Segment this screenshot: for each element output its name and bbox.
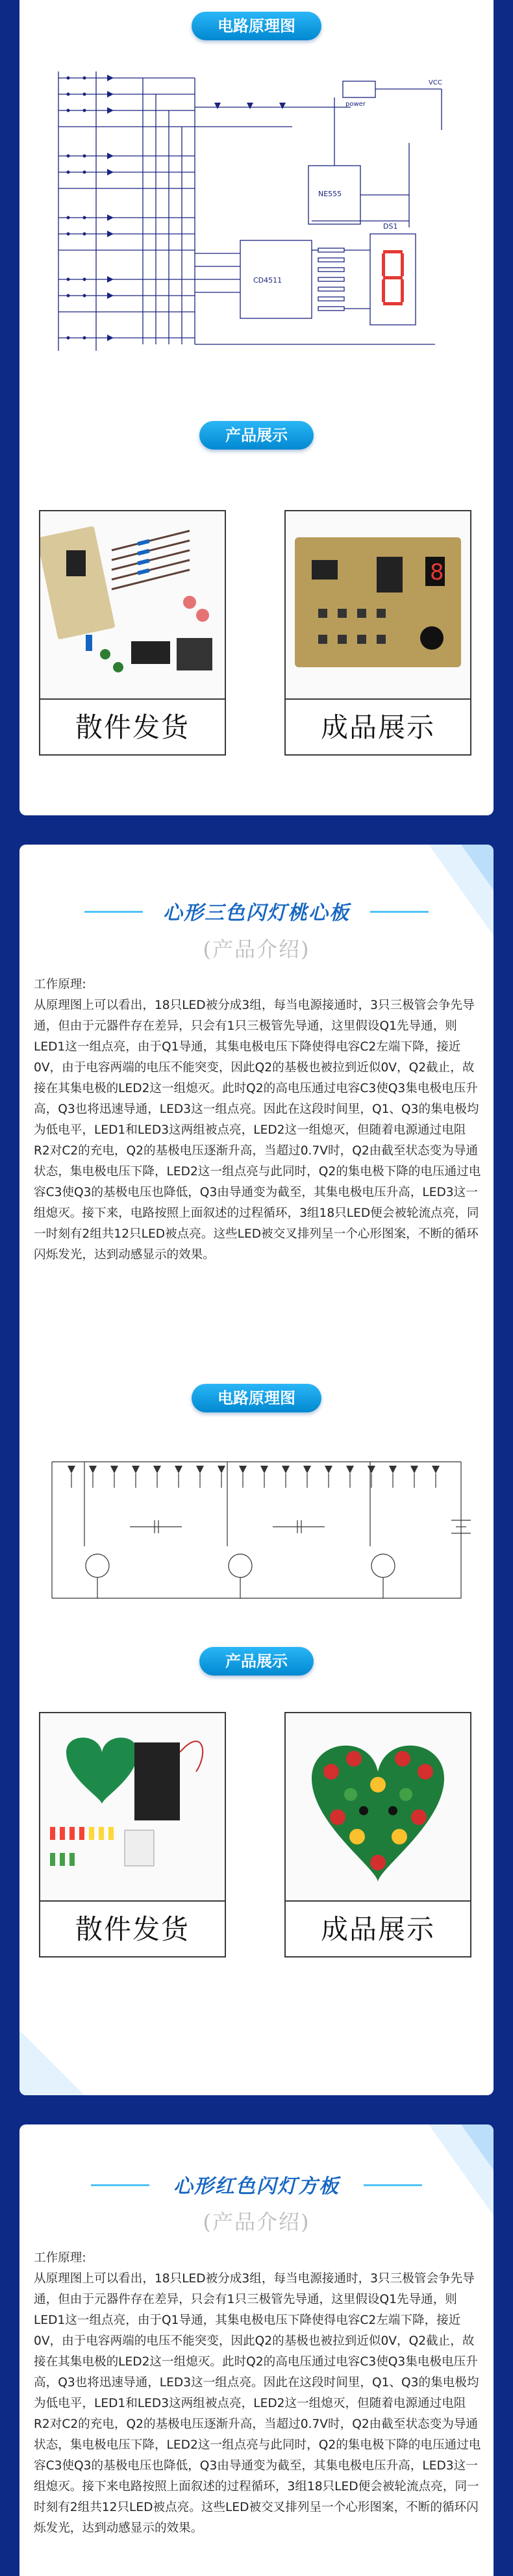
section3-title: [19, 2170, 494, 2199]
led-symbol: [68, 1466, 75, 1473]
led-symbol: [432, 1466, 440, 1473]
led-symbol: [303, 1466, 311, 1473]
led-symbol: [325, 1466, 332, 1473]
section3-subtitle: (产品介绍): [203, 2210, 310, 2234]
led-symbol: [132, 1466, 140, 1473]
title-line-right: [370, 911, 429, 913]
led-symbol: [89, 1466, 97, 1473]
led-symbol: [346, 1466, 354, 1473]
led-symbol: [282, 1466, 290, 1473]
section2-finished-photo: [284, 1712, 471, 1958]
section2-principle: [34, 975, 482, 1266]
section2-title: [19, 897, 494, 925]
section2-finished-caption: 成品展示: [286, 1900, 470, 1956]
title-line-left-2: [91, 2184, 149, 2186]
kit-parts-image: [40, 511, 225, 700]
section3-card: [19, 2124, 494, 2576]
led-symbol: [389, 1466, 397, 1473]
section1-kit-photo: [39, 510, 226, 756]
section2-display-title: 产品展示: [199, 1647, 314, 1676]
led-symbol: [196, 1466, 204, 1473]
led-symbol: [175, 1466, 182, 1473]
heart-kit-image: [40, 1713, 225, 1902]
section2-title-text: 心形三色闪灯桃心板: [163, 902, 350, 925]
led-symbol: [368, 1466, 375, 1473]
display-label: DS1: [383, 222, 398, 231]
section2-kit-caption: 散件发货: [40, 1900, 225, 1956]
chip-cd4511-label: CD4511: [253, 276, 282, 285]
section3-principle-heading: 工作原理:: [34, 2251, 86, 2265]
power-label: power: [345, 101, 366, 108]
led-symbol: [153, 1466, 161, 1473]
section3-principle: [34, 2248, 482, 2539]
section1-finished-caption: 成品展示: [286, 698, 470, 754]
chip-ne555-label: NE555: [318, 190, 342, 198]
section2-subtitle: (产品介绍): [203, 937, 310, 962]
led-symbol: [410, 1466, 418, 1473]
section2-circuit-title: 电路原理图: [192, 1384, 321, 1412]
led-symbol: [239, 1466, 247, 1473]
section1-display-title: 产品展示: [199, 421, 314, 450]
section2-kit-photo: [39, 1712, 226, 1958]
section1-finished-photo: [284, 510, 471, 756]
section2-principle-text: 从原理图上可以看出，18只LED被分成3组，每当电源接通时，3只三极管会争先导通，但由于元器件存在差异，只会有1只三极管先导通，这里假设Q1先导通，则LED1这一组点亮，由于Q1导通，其集电极电压下降使得电容C2左端下降，接近0V，由于电容两端的电压不能突变，因此Q2的基极也被拉到近似0V，Q2截止，故接在其集电极的LED2这一组熄灭。此时Q2的高电压通过电容C3使Q3集电极电压升高，Q3也将迅速导通，LED3这一组点亮。因此在这段时间里，Q1、Q3的集电极均为低电平，LED1和LED3这两组被点亮，LED2这一组熄灭，但随着电源通过电阻R2对C2的充电，Q2的基极电压逐渐升高，当超过0.7V时，Q2由截至状态变为导通状态，集电极电压下降，LED2这一组点亮与此同时，Q2的集电极下降的电压通过电容C3使Q3的基极电压也降低，Q3由导通变为截至，其集电极电压升高，LED3这一组熄灭。接下来，电路按照上面叙述的过程循环，3组18只LED便会被轮流点亮，同一时刻有2组共12只LED被点亮。这些LED被交叉排列呈一个心形图案，不断的循环闪烁发光，达到动感显示的效果。: [34, 999, 481, 1262]
section1-schematic: [45, 58, 468, 364]
section2-schematic: [32, 1442, 481, 1624]
section1-circuit-title: 电路原理图: [192, 12, 321, 40]
svg-text:8: 8: [430, 559, 444, 585]
corner-decoration-bottom-icon: [19, 2017, 123, 2095]
finished-board-image: [286, 511, 470, 700]
led-symbol: [110, 1466, 118, 1473]
title-line-left: [84, 911, 143, 913]
section3-principle-text: 从原理图上可以看出，18只LED被分成3组，每当电源接通时，3只三极管会争先导通，但由于元器件存在差异，只会有1只三极管先导通，这里假设Q1先导通，则LED1这一组点亮，由于Q1导通，其集电极电压下降使得电容C2左端下降，接近0V，由于电容两端的电压不能突变，因此Q2的基极也被拉到近似0V，Q2截止，故接在其集电极的LED2这一组熄灭。此时Q2的高电压通过电容C3使Q3集电极电压升高，Q3也将迅速导通，LED3这一组点亮。因此在这段时间里，Q1、Q3的集电极均为低电平，LED1和LED3这两组被点亮，LED2这一组熄灭，但随着电源通过电阻R2对C2的充电，Q2的基极电压逐渐升高，当超过0.7V时，Q2由截至状态变为导通状态，集电极电压下降，LED2这一组点亮与此同时，Q2的集电极下降的电压通过电容C3使Q3的基极电压也降低，Q3由导通变为截至，其集电极电压升高，LED3这一组熄灭。接下来电路按照上面叙述的过程循环，3组18只LED便会被轮流点亮，同一时刻有2组共12只LED被点亮。这些LED被交叉排列呈一个心形图案，不断的循环闪烁发光，达到动感显示的效果。: [34, 2272, 481, 2535]
section2-card: [19, 845, 494, 2095]
title-line-right-2: [364, 2184, 422, 2186]
led-symbol: [260, 1466, 268, 1473]
section1-kit-caption: 散件发货: [40, 698, 225, 754]
heart-board-image: [286, 1713, 470, 1902]
led-symbol: [218, 1466, 225, 1473]
section3-title-text: 心形红色闪灯方板: [173, 2175, 340, 2198]
section1-card: [19, 0, 494, 815]
vcc-label: VCC: [429, 79, 442, 86]
section2-principle-heading: 工作原理:: [34, 978, 86, 991]
led-row: [68, 1466, 440, 1488]
